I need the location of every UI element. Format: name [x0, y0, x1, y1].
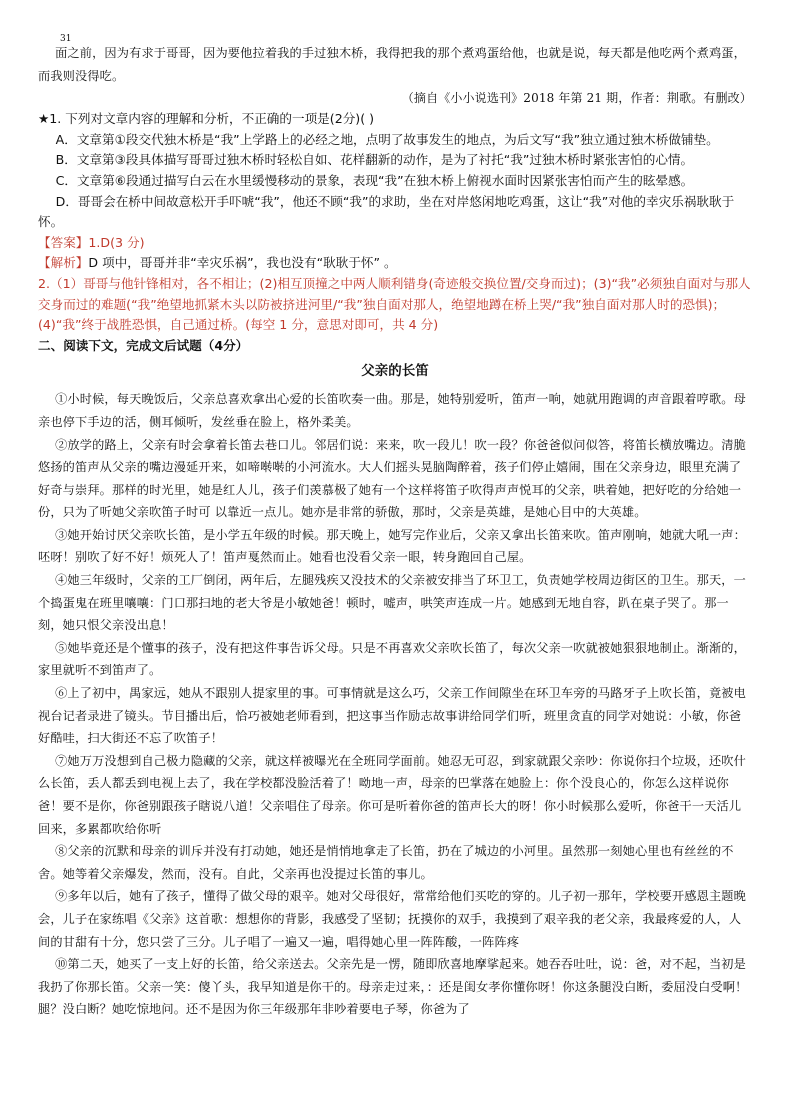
answer-line [38, 233, 752, 254]
paragraph-1: ①小时候，每天晚饭后，父亲总喜欢拿出心爱的长笛吹奏一曲。那是，她特别爱听，笛声一响，她就用跑调的声音跟着哼歌。母亲也停下手边的活，侧耳倾听，发丝垂在脸上，格外柔美。 [38, 392, 746, 429]
intro-block [38, 34, 752, 87]
q2-answer: 2.（1）哥哥与他针锋相对，各不相让；(2)相互顶撞之中两人顺利错身(奇迹般交换位置/交身而过)；(3)“我”必须独自面对与那人交身而过的难题(“我”绝望地抓紧木头以防被挤进河里/“我”独自面对那人，绝望地蹲在桥上哭/“我”独自面对那人时的恐惧)；(4)“我”终于战胜恐惧，自己通过桥。(每空 1 分，意思对即可，共 4 分) [38, 275, 751, 333]
paragraph-2: ②放学的路上，父亲有时会拿着长笛去巷口儿。邻居们说：来来，吹一段儿！吹一段？你爸爸似问似答，将笛长横放嘴边。清脆悠扬的笛声从父亲的嘴边漫延开来，如啼啭啭的小河流水。大人们摇头晃脑陶醉着，孩子们停止嬉闹，围在父亲身边，眼里充满了好奇与崇拜。那样的时光里，她是红人儿，孩子们羡慕极了她有一个这样将笛子吹得声声悦耳的父亲，哄着她，把好吃的分给她一份，只为了听她父亲吹笛子时可 以靠近一点儿。她亦是非常的骄傲，那时，父亲是英雄，是她心目中的大英雄。 [38, 437, 746, 520]
paragraph-10: ⑩第二天，她买了一支上好的长笛，给父亲送去。父亲先是一愣，随即欣喜地摩挲起来。她吞吞吐吐，说：爸，对不起，当初是我扔了你那长笛。父亲一笑：傻丫头，我早知道是你干的。母亲走过来，：还是闺女孝你懂你呀！你这条腿没白断，委屈没白受啊！腿？没白断？她吃惊地问。还不是因为你三年级那年非吵着要电子琴，你爸为了 [38, 957, 748, 1017]
intro-paragraph: 面之前，因为有求于哥哥，因为要他拉着我的手过独木桥，我得把我的那个煮鸡蛋给他，也就是说，每天都是他吃两个煮鸡蛋，而我则没得吃。 [38, 46, 746, 83]
article-body [38, 388, 752, 1021]
article-title: 父亲的长笛 [361, 363, 429, 380]
q1-stem: ★1. 下列对文章内容的理解和分析，不正确的一项是(2分)( ) [38, 111, 375, 127]
paragraph-7: ⑦她万万没想到自己极力隐藏的父亲，就这样被曝光在全班同学面前。她忍无可忍，到家就跟父亲吵：你说你扫个垃圾，还吹什么长笛，丢人都丢到电视上去了，我在学校都没脸活着了！呦地一声，母亲的巴掌落在她脸上：你个没良心的，你怎么这样说你爸！要不是你，你爸别跟孩子瞎说八道！父亲唱住了母亲。你可是听着你爸的笛声长大的呀！你小时候那么爱听，你爸干一天活儿回来，多累都吹给你听 [38, 753, 746, 836]
answer-text: 1.D(3 分) [88, 234, 145, 250]
paragraph-3: ③她开始讨厌父亲吹长笛，是小学五年级的时候。那天晚上，她写完作业后，父亲又拿出长笛来吹。笛声刚响，她就大吼一声：呸呀！别吹了好不好！烦死人了！笛声戛然而止。她看也没看父亲一眼，转身跑回自己屋。 [38, 527, 746, 565]
superscript-number: 31 [60, 34, 72, 44]
document-page [38, 34, 752, 1021]
question-1 [38, 109, 752, 356]
q1-option-d: D．哥哥会在桥中间故意松开手吓唬“我”，他还不顾“我”的求助，坐在对岸悠闲地吃鸡蛋，这让“我”对他的幸灾乐祸耿耿于怀。 [38, 193, 735, 230]
source-citation: （摘自《小小说选刊》2018 年第 21 期，作者：荆歌。有删改） [401, 91, 752, 106]
paragraph-6: ⑥上了初中，禺家远，她从不跟别人提家里的事。可事情就是这么巧，父亲工作间隙坐在环卫车旁的马路牙子上吹长笛，竟被电视台记者录进了镜头。节目播出后，恰巧被她老师看到，把这事当作励志故事讲给同学们听，班里贪直的同学对她说：小敏，你爸好酷哇，扫大街还不忘了吹笛子！ [38, 686, 746, 746]
q1-option-b: B．文章第③段具体描写哥哥过独木桥时轻松自如、花样翻新的动作，是为了衬托“我”过独木桥时紧张害怕的心情。 [55, 152, 694, 168]
q1-option-c: C．文章第⑥段通过描写白云在水里缓慢移动的景象，表现“我”在独木桥上俯视水面时因紧张害怕而产生的眩晕感。 [55, 172, 694, 188]
q1-option-a: A．文章第①段交代独木桥是“我”上学路上的必经之地，点明了故事发生的地点，为后文写“我”独立通过独木桥做铺垫。 [55, 131, 719, 147]
analysis-tag: 【解析】 [38, 255, 89, 271]
analysis-line [38, 253, 752, 274]
paragraph-4: ④她三年级时，父亲的工厂倒闭，两年后，左腿残疾又没技术的父亲被安排当了环卫工，负责她学校周边街区的卫生。那天，一个捣蛋鬼在班里嚷嚷：门口那扫地的老大爷是小敏她爸！顿时，嘘声，哄笑声连成一片。她感到无地自容，趴在桌子哭了。那一刻，她只恨父亲没出息！ [38, 573, 746, 633]
section-2-heading: 二、阅读下文，完成文后试题（4分） [38, 337, 249, 353]
analysis-text: D 项中，哥哥并非“幸灾乐祸”，我也没有“耿耿于怀” 。 [88, 255, 397, 271]
paragraph-5: ⑤她毕竟还是个懂事的孩子，没有把这件事告诉父母。只是不再喜欢父亲吹长笛了，每次父亲一吹就被她狠狠地制止。渐渐的，家里就听不到笛声了。 [38, 640, 746, 678]
paragraph-9: ⑨多年以后，她有了孩子，懂得了做父母的艰辛。她对父母很好，常常给他们买吃的穿的。儿子初一那年，学校要开感恩主题晚会，儿子在家练唱《父亲》这首歌：想想你的背影，我感受了坚韧；抚摸你的双手，我摸到了艰辛我的老父亲，我最疼爱的人，人间的甘甜有十分，您只尝了三分。儿子唱了一遍又一遍，唱得她心里一阵阵酸，一阵阵疼 [38, 889, 746, 949]
paragraph-8: ⑧父亲的沉默和母亲的训斥并没有打动她，她还是悄悄地拿走了长笛，扔在了城边的小河里。虽然那一刻她心里也有丝丝的不舍。她等着父亲爆发，然而，没有。自此，父亲再也没提过长笛的事儿。 [38, 844, 734, 881]
answer-tag: 【答案】 [38, 234, 89, 250]
